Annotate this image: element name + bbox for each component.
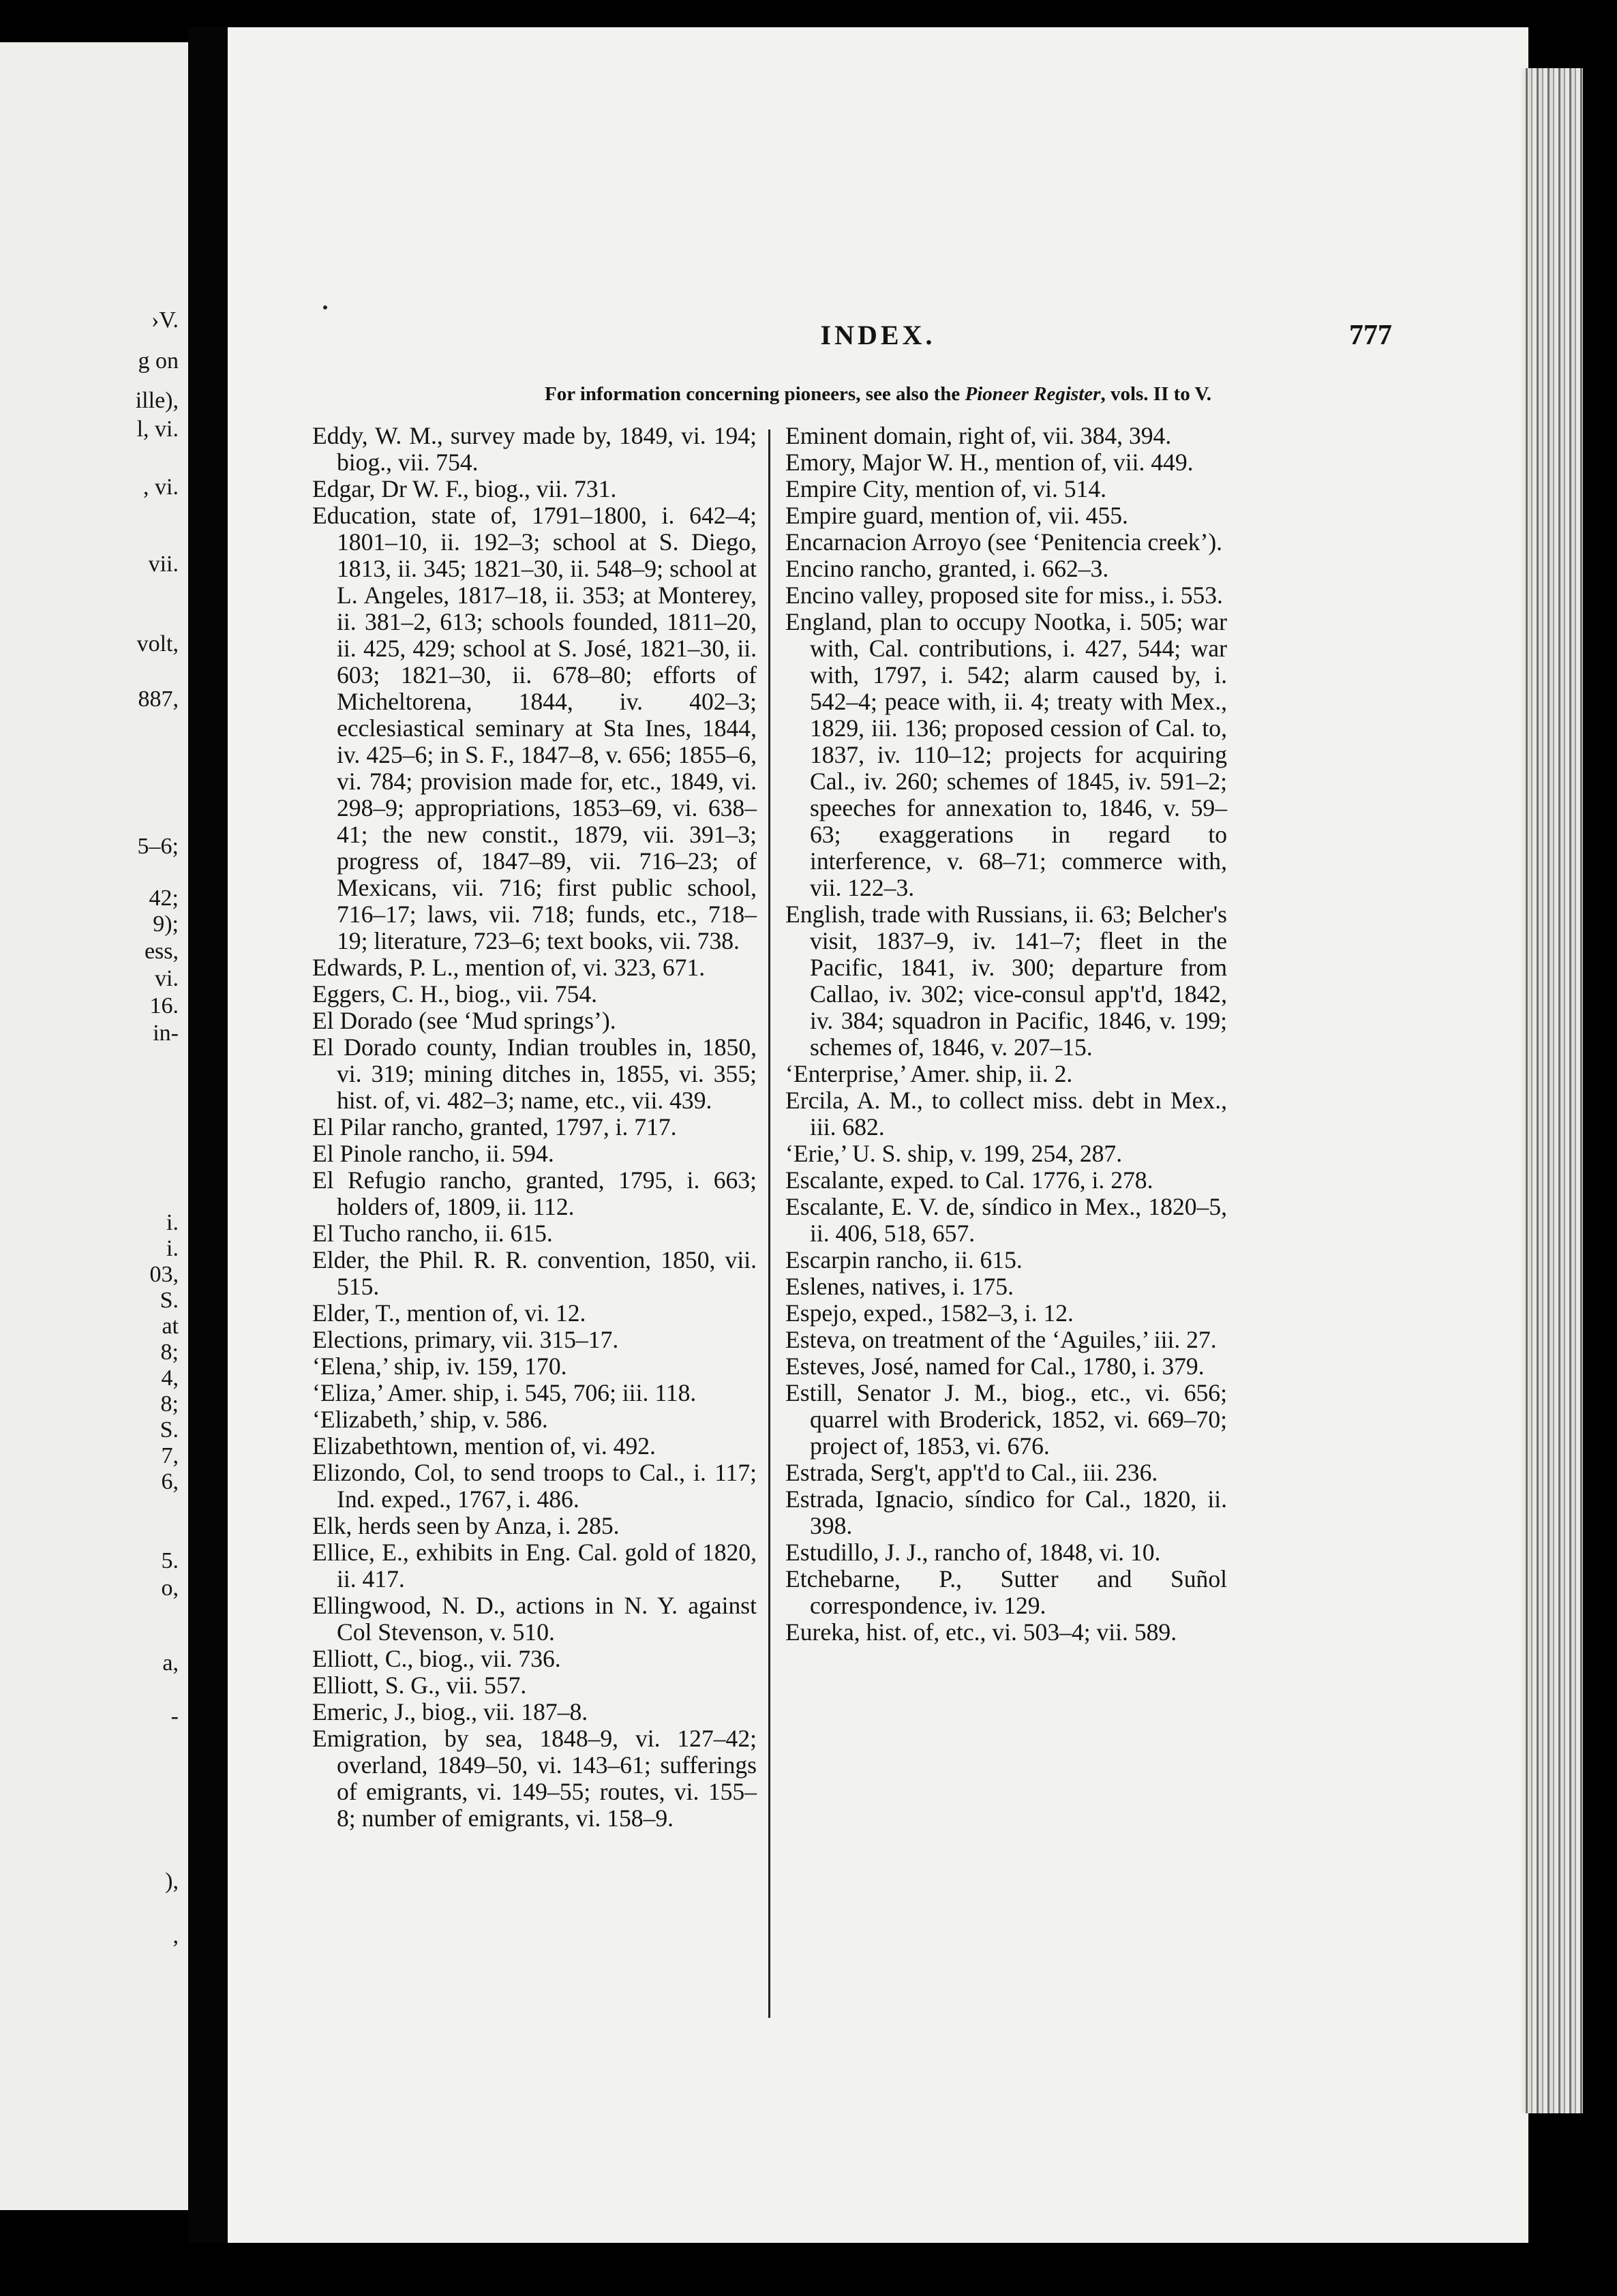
index-entry: Edgar, Dr W. F., biog., vii. 731.: [312, 475, 617, 502]
facing-page-text-fragment: 8;: [160, 1340, 179, 1365]
facing-page-text-fragment: -: [170, 1704, 179, 1729]
index-entry: El Refugio rancho, granted, 1795, i. 663; holders of, 1809, ii. 112.: [312, 1166, 757, 1220]
index-entry: El Pilar rancho, granted, 1797, i. 717.: [312, 1113, 677, 1141]
facing-page-text-fragment: 03,: [149, 1262, 179, 1287]
index-entry: Etchebarne, P., Sutter and Suñol correspondence, iv. 129.: [785, 1565, 1227, 1619]
index-entry: Encino rancho, granted, i. 662–3.: [785, 555, 1109, 582]
facing-page-text-fragment: i.: [166, 1210, 179, 1235]
facing-page-text-fragment: 7,: [161, 1443, 179, 1468]
index-entry: Ercila, A. M., to collect miss. debt in Mex., iii. 682.: [785, 1087, 1227, 1141]
index-entry: Empire City, mention of, vi. 514.: [785, 475, 1107, 502]
index-entry: Elizabethtown, mention of, vi. 492.: [312, 1432, 656, 1460]
index-entry: Empire guard, mention of, vii. 455.: [785, 502, 1128, 529]
index-entry: El Pinole rancho, ii. 594.: [312, 1140, 554, 1167]
index-entry: Elk, herds seen by Anza, i. 285.: [312, 1512, 620, 1539]
facing-page-text-fragment: 9);: [153, 911, 179, 937]
facing-page-text-fragment: 42;: [149, 886, 179, 911]
index-entry: Elliott, S. G., vii. 557.: [312, 1672, 527, 1699]
facing-page-text-fragment: S.: [160, 1417, 179, 1442]
page-edge-stack: [1522, 68, 1583, 2113]
index-entry: Eslenes, natives, i. 175.: [785, 1273, 1014, 1300]
facing-page-text-fragment: ›V.: [151, 307, 179, 333]
index-entry: Ellice, E., exhibits in Eng. Cal. gold of 1820, ii. 417.: [312, 1539, 757, 1592]
note-italic-title: Pioneer Register: [965, 383, 1101, 405]
index-entry: Escarpin rancho, ii. 615.: [785, 1246, 1023, 1273]
facing-page-text-fragment: 887,: [138, 686, 179, 712]
facing-page-text-fragment: i.: [166, 1236, 179, 1261]
page-number: 777: [1349, 320, 1392, 351]
index-entry: Estrada, Serg't, app't'd to Cal., iii. 236.: [785, 1459, 1158, 1486]
index-entry: Encino valley, proposed site for miss., i. 553.: [785, 581, 1223, 609]
facing-page-text-fragment: vi.: [155, 966, 179, 991]
facing-page-text-fragment: ess,: [144, 939, 179, 964]
index-entry: ‘Elizabeth,’ ship, v. 586.: [312, 1406, 548, 1433]
index-entry: ‘Elena,’ ship, iv. 159, 170.: [312, 1353, 567, 1380]
index-entry: El Tucho rancho, ii. 615.: [312, 1220, 553, 1247]
pioneer-register-note: [228, 383, 1528, 406]
facing-page-text-fragment: a,: [162, 1650, 179, 1676]
note-text-end: , vols. II to V.: [1100, 383, 1211, 405]
index-entry: ‘Erie,’ U. S. ship, v. 199, 254, 287.: [785, 1140, 1123, 1167]
index-entry: Elliott, C., biog., vii. 736.: [312, 1645, 561, 1672]
facing-page-text-fragment: 5–6;: [137, 834, 179, 859]
facing-page-text-fragment: 6,: [161, 1469, 179, 1494]
facing-page-text-fragment: in-: [153, 1021, 179, 1046]
index-entry: ‘Eliza,’ Amer. ship, i. 545, 706; iii. 118.: [312, 1379, 697, 1406]
facing-page-text-fragment: 4,: [161, 1365, 179, 1391]
index-entry: ‘Enterprise,’ Amer. ship, ii. 2.: [785, 1060, 1073, 1087]
facing-page-text-fragment: , vi.: [143, 474, 179, 500]
index-entry: El Dorado (see ‘Mud springs’).: [312, 1007, 616, 1034]
index-entry: Esteva, on treatment of the ‘Aguiles,’ iii. 27.: [785, 1326, 1217, 1353]
note-text-start: For information concerning pioneers, see also the: [545, 383, 965, 405]
facing-page-text-fragment: volt,: [136, 631, 179, 656]
facing-page-text-fragment: ille),: [135, 388, 179, 413]
facing-page-text-fragment: ),: [165, 1869, 179, 1894]
index-entry: Estrada, Ignacio, síndico for Cal., 1820, ii. 398.: [785, 1485, 1227, 1539]
running-head: [228, 319, 1528, 360]
index-entry: Estudillo, J. J., rancho of, 1848, vi. 10.: [785, 1539, 1161, 1566]
facing-page-text-fragment: g on: [138, 348, 179, 374]
index-entry: Eureka, hist. of, etc., vi. 503–4; vii. 589.: [785, 1618, 1177, 1646]
index-entry: English, trade with Russians, ii. 63; Belcher's visit, 1837–9, iv. 141–7; fleet in the Pacific, 1841, iv. 300; departure from Callao, iv. 302; vice-consul app't'd, 1842, iv. 384; squadron in Pacific, 1846, v. 199; schemes of, 1846, v. 207–15.: [785, 901, 1227, 1061]
index-entry: Eggers, C. H., biog., vii. 754.: [312, 980, 598, 1008]
binding-gutter: [188, 27, 228, 2243]
index-entry: Esteves, José, named for Cal., 1780, i. 379.: [785, 1353, 1205, 1380]
index-entry: Eminent domain, right of, vii. 384, 394.: [785, 422, 1172, 449]
page-title: INDEX.: [820, 320, 936, 350]
facing-page-text-fragment: o,: [161, 1575, 179, 1601]
index-page: [228, 27, 1528, 2243]
index-entry: Elizondo, Col, to send troops to Cal., i. 117; Ind. exped., 1767, i. 486.: [312, 1459, 757, 1513]
column-rule: [768, 429, 770, 2018]
index-entry: Education, state of, 1791–1800, i. 642–4; 1801–10, ii. 192–3; school at S. Diego, 1813, ii. 345; 1821–30, ii. 548–9; school at L. Angeles, 1817–18, ii. 353; at Monterey, ii. 381–2, 613; schools founded, 1811–20, ii. 425, 429; school at S. José, 1821–30, ii. 603; 1821–30, ii. 678–80; efforts of Micheltorena, 1844, iv. 402–3; ecclesiastical seminary at Sta Ines, 1844, iv. 425–6; in S. F., 1847–8, v. 656; 1855–6, vi. 784; provision made for, etc., 1849, vi. 298–9; appropriations, 1853–69, vi. 638–41; the new constit., 1879, vii. 391–3; progress of, 1847–89, vii. 716–23; of Mexicans, vii. 716; first public school, 716–17; laws, vii. 718; funds, etc., 718–19; literature, 723–6; text books, vii. 738.: [312, 502, 757, 954]
facing-page-text-fragment: 16.: [149, 993, 179, 1018]
index-entry: Estill, Senator J. M., biog., etc., vi. 656; quarrel with Broderick, 1852, vi. 669–70; project of, 1853, vi. 676.: [785, 1379, 1227, 1460]
index-entry: England, plan to occupy Nootka, i. 505; war with, Cal. contributions, i. 427, 544; war with, 1797, i. 542; alarm caused by, i. 542–4; peace with, ii. 4; treaty with Mex., 1829, iii. 136; proposed cession of Cal. to, 1837, iv. 110–12; projects for acquiring Cal., iv. 260; schemes of 1845, iv. 591–2; speeches for annexation to, 1846, v. 59–63; exaggerations in regard to interference, v. 68–71; commerce with, vii. 122–3.: [785, 608, 1227, 901]
index-entry: Elections, primary, vii. 315–17.: [312, 1326, 619, 1353]
index-entry: Escalante, exped. to Cal. 1776, i. 278.: [785, 1166, 1153, 1194]
facing-page-text-fragment: at: [162, 1314, 179, 1339]
facing-page-text-fragment: S.: [160, 1288, 179, 1313]
facing-page-text-fragment: ,: [172, 1923, 179, 1948]
facing-page-text-fragment: 5.: [161, 1548, 179, 1573]
index-entry: Elder, T., mention of, vi. 12.: [312, 1299, 586, 1327]
index-entry: Emory, Major W. H., mention of, vii. 449.: [785, 449, 1194, 476]
index-entry: Edwards, P. L., mention of, vi. 323, 671.: [312, 954, 706, 981]
facing-page-text-fragment: 8;: [160, 1391, 179, 1417]
index-entry: Emeric, J., biog., vii. 187–8.: [312, 1698, 588, 1725]
ink-speck: [323, 305, 327, 309]
index-entry: Espejo, exped., 1582–3, i. 12.: [785, 1299, 1074, 1327]
facing-page-fragment: [0, 42, 188, 2210]
index-entry: Encarnacion Arroyo (see ‘Penitencia creek’).: [785, 528, 1223, 556]
index-entry: Ellingwood, N. D., actions in N. Y. against Col Stevenson, v. 510.: [312, 1592, 757, 1646]
index-entry: El Dorado county, Indian troubles in, 1850, vi. 319; mining ditches in, 1855, vi. 355; hist. of, vi. 482–3; name, etc., vii. 439.: [312, 1033, 757, 1114]
index-entry: Escalante, E. V. de, síndico in Mex., 1820–5, ii. 406, 518, 657.: [785, 1193, 1227, 1247]
index-column-right: [785, 423, 1227, 1646]
index-entry: Elder, the Phil. R. R. convention, 1850, vii. 515.: [312, 1246, 757, 1300]
index-column-left: [312, 423, 757, 1832]
facing-page-text-fragment: vii.: [148, 552, 179, 577]
index-entry: Eddy, W. M., survey made by, 1849, vi. 194; biog., vii. 754.: [312, 422, 757, 476]
facing-page-text-fragment: l, vi.: [136, 417, 179, 442]
index-entry: Emigration, by sea, 1848–9, vi. 127–42; overland, 1849–50, vi. 143–61; sufferings of emigrants, vi. 149–55; routes, vi. 155–8; number of emigrants, vi. 158–9.: [312, 1725, 757, 1832]
